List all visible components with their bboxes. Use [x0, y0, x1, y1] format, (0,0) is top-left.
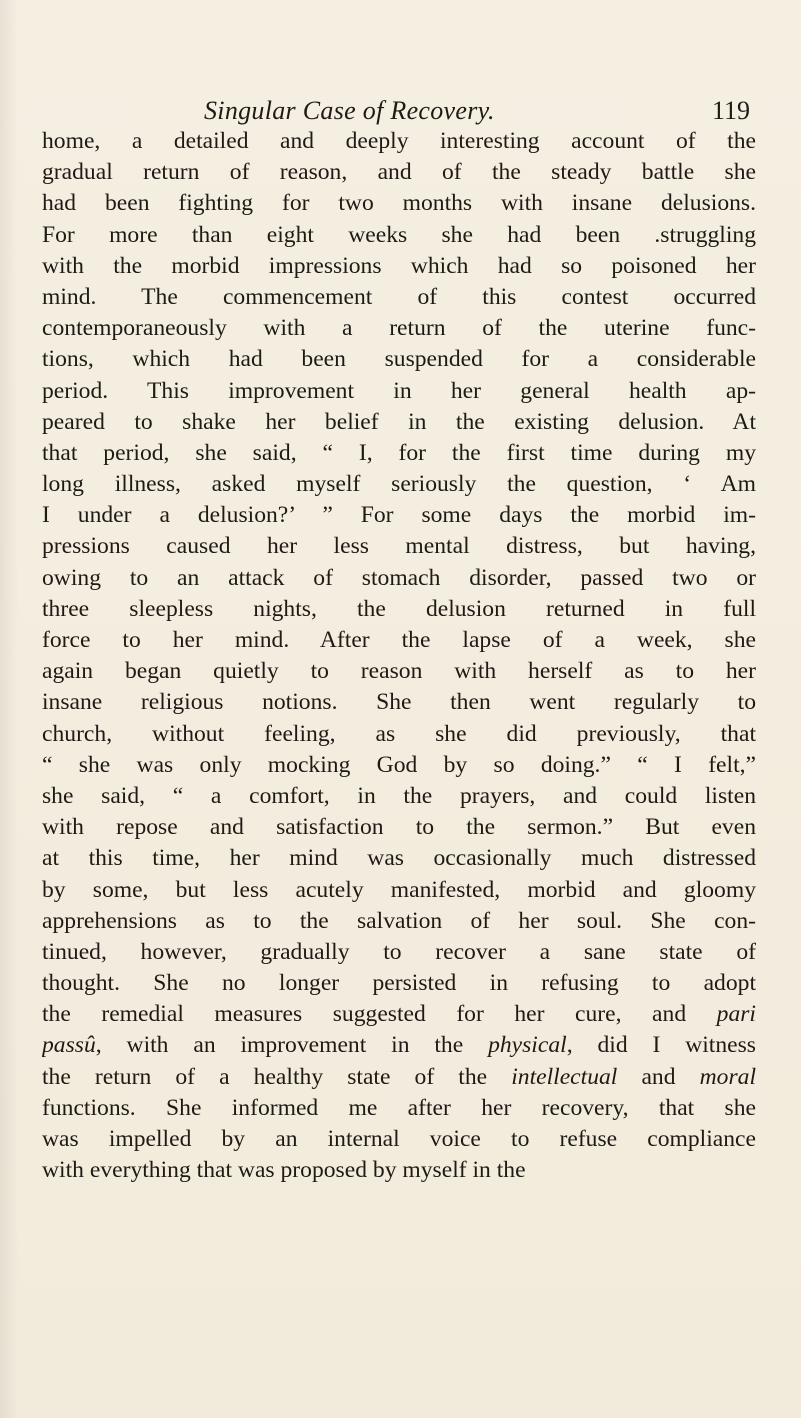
- text-line: [42, 999, 756, 1030]
- text-line: with the morbid impressions which had so poisoned her: [42, 252, 756, 279]
- running-title: Singular Case of Recovery.: [204, 96, 495, 125]
- text-line: For more than eight weeks she had been .struggling: [42, 221, 756, 248]
- italic-intellectual: intellectual: [511, 1063, 618, 1090]
- text-line: mind. The commencement of this contest occurred: [42, 283, 756, 310]
- text-segment: the remedial measures suggested for her cure, and: [42, 1001, 717, 1028]
- text-segment: , did I witness: [566, 1032, 756, 1059]
- text-line: was impelled by an internal voice to refuse compliance: [42, 1126, 756, 1152]
- text-line: functions. She informed me after her recovery, that she: [42, 1094, 756, 1121]
- text-line: peared to shake her belief in the existing delusion. At: [42, 408, 756, 435]
- italic-physical: physical: [488, 1032, 567, 1059]
- text-line: I under a delusion?’ ” For some days the morbid im-: [42, 502, 756, 529]
- text-line: insane religious notions. She then went regularly to: [42, 689, 756, 716]
- text-line: gradual return of reason, and of the steady battle she: [42, 159, 756, 186]
- text-line: home, a detailed and deeply interesting account of the: [42, 128, 756, 154]
- text-line: by some, but less acutely manifested, morbid and gloomy: [42, 876, 756, 903]
- text-segment: , with an improvement in the: [95, 1032, 489, 1059]
- text-line: with repose and satisfaction to the sermon.” But even: [42, 814, 756, 841]
- italic-pari: pari: [716, 1001, 756, 1028]
- text-line: long illness, asked myself seriously the question, ‘ Am: [42, 471, 756, 498]
- text-line: again began quietly to reason with herself as to her: [42, 658, 756, 685]
- text-line: pressions caused her less mental distress, but having,: [42, 533, 756, 560]
- text-line: church, without feeling, as she did previously, that: [42, 720, 756, 747]
- text-line: [42, 1030, 756, 1061]
- text-segment: the return of a healthy state of the: [42, 1063, 512, 1090]
- italic-passu: passû: [42, 1032, 96, 1059]
- italic-moral: moral: [699, 1063, 756, 1090]
- text-segment: and: [617, 1063, 700, 1090]
- text-line: tions, which had been suspended for a considerable: [42, 346, 756, 373]
- text-line: “ she was only mocking God by so doing.” “ I felt,”: [42, 751, 756, 778]
- text-line: three sleepless nights, the delusion returned in full: [42, 595, 756, 622]
- text-line: had been fighting for two months with insane delusions.: [42, 190, 756, 217]
- body-text: [42, 126, 756, 1186]
- text-line: thought. She no longer persisted in refusing to adopt: [42, 970, 756, 997]
- text-line: that period, she said, “ I, for the first time during my: [42, 439, 756, 466]
- text-line: at this time, her mind was occasionally much distressed: [42, 845, 756, 872]
- text-line: she said, “ a comfort, in the prayers, and could listen: [42, 782, 756, 809]
- page-number: 119: [712, 96, 751, 125]
- text-line: [42, 1062, 756, 1093]
- text-line: force to her mind. After the lapse of a week, she: [42, 627, 756, 653]
- text-line: period. This improvement in her general health ap-: [42, 377, 756, 404]
- text-line: tinued, however, gradually to recover a sane state of: [42, 938, 756, 965]
- text-line: with everything that was proposed by myself in the: [42, 1157, 526, 1184]
- text-line: owing to an attack of stomach disorder, passed two or: [42, 564, 756, 591]
- text-line: contemporaneously with a return of the uterine func-: [42, 315, 756, 342]
- text-line: apprehensions as to the salvation of her soul. She con-: [42, 907, 756, 934]
